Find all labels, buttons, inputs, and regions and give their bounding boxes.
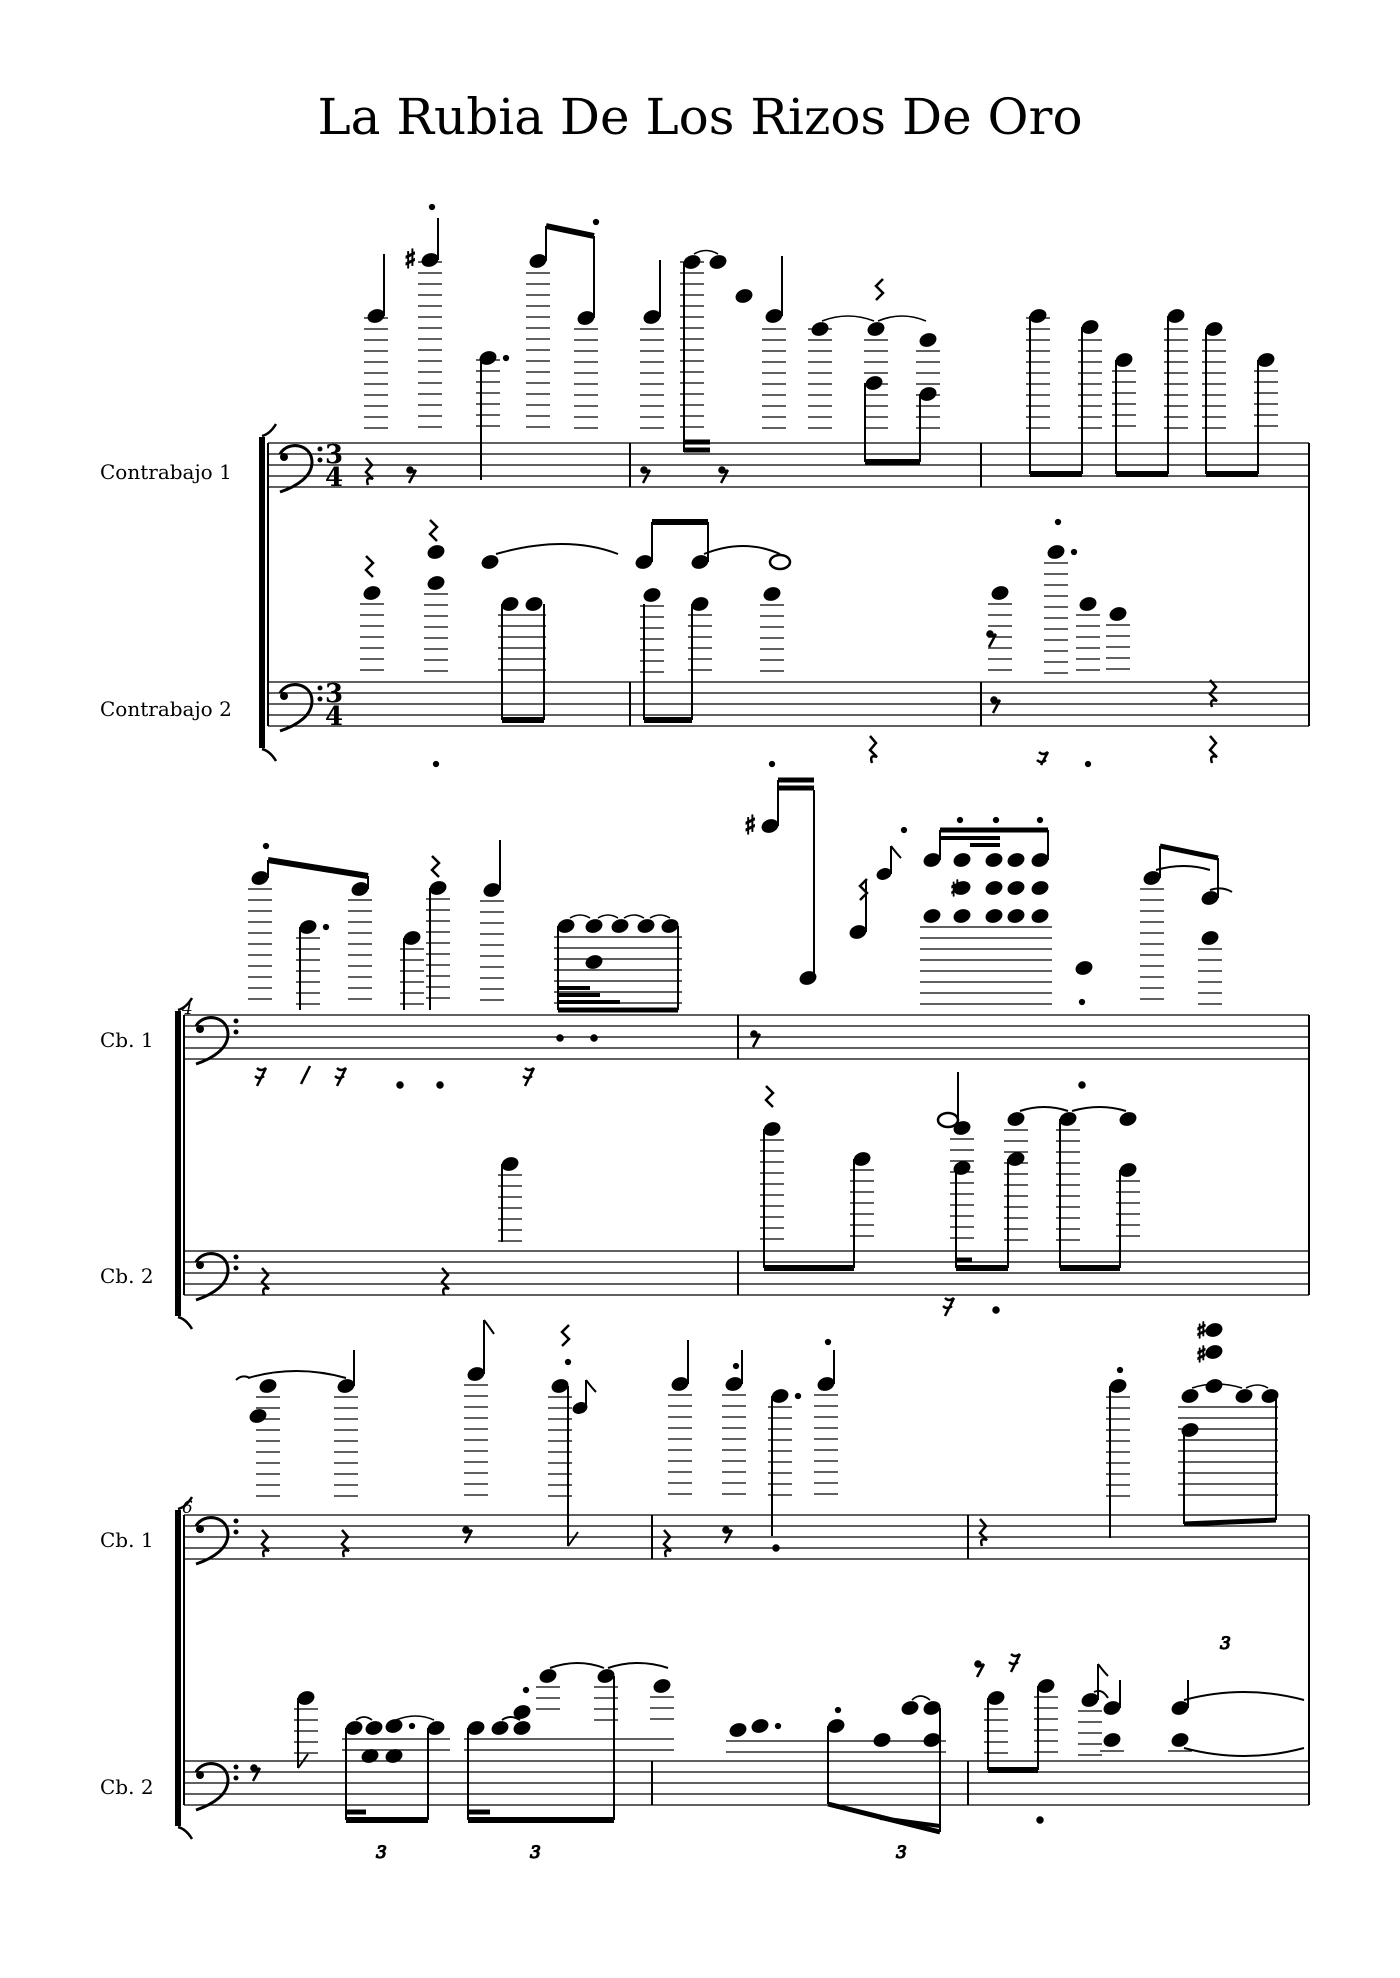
staff-label-1: Contrabajo 1 bbox=[100, 460, 232, 484]
staff-lines bbox=[184, 1015, 1309, 1295]
score-title: La Rubia De Los Rizos De Oro bbox=[317, 88, 1083, 146]
system-1 bbox=[100, 205, 1309, 767]
rests-system-3 bbox=[251, 1519, 1043, 1823]
measure-number-4: 4 bbox=[182, 999, 193, 1019]
staff-label-cb1-b: Cb. 1 bbox=[100, 1528, 154, 1552]
bass-clef-4 bbox=[196, 1254, 239, 1300]
bass-clef-5 bbox=[196, 1518, 239, 1564]
svg-text:♯: ♯ bbox=[744, 811, 757, 841]
bass-clef-3 bbox=[196, 1018, 239, 1064]
rests-staff-1 bbox=[366, 458, 728, 485]
svg-text:♯: ♯ bbox=[950, 877, 961, 902]
bass-clef-2 bbox=[280, 685, 323, 731]
svg-text:♯: ♯ bbox=[404, 245, 417, 275]
notes-staff-1 bbox=[364, 205, 1278, 481]
staff-lines bbox=[268, 443, 1309, 726]
time-signature-2 bbox=[325, 679, 343, 732]
svg-text:4: 4 bbox=[324, 702, 344, 732]
measure-number-6: 6 bbox=[182, 1498, 193, 1518]
time-signature-1 bbox=[325, 440, 343, 493]
barlines bbox=[184, 1015, 1309, 1295]
staff-label-cb1-a: Cb. 1 bbox=[100, 1028, 154, 1052]
bass-clef-6 bbox=[196, 1764, 239, 1810]
bass-clef-1 bbox=[280, 446, 323, 492]
tuplet-3-b: 3 bbox=[530, 1843, 541, 1863]
notes-staff-2 bbox=[360, 520, 1130, 767]
svg-text:♯: ♯ bbox=[1196, 1343, 1207, 1368]
notes-system-2-staff-2 bbox=[498, 1072, 1140, 1268]
notes-system-3-staff-2 bbox=[294, 1634, 1304, 1863]
staff-lines bbox=[184, 1515, 1309, 1805]
notes-system-3-staff-1 bbox=[236, 1319, 1280, 1546]
svg-text:3: 3 bbox=[324, 440, 344, 470]
staff-label-cb2-b: Cb. 2 bbox=[100, 1775, 154, 1799]
system-2 bbox=[100, 780, 1309, 1329]
tuplet-3-a: 3 bbox=[376, 1843, 387, 1863]
staff-label-2: Contrabajo 2 bbox=[100, 697, 232, 721]
barlines bbox=[268, 443, 1309, 726]
svg-text:3: 3 bbox=[324, 679, 344, 709]
system-3 bbox=[100, 1319, 1309, 1863]
rests-staff-2 bbox=[870, 632, 1217, 766]
svg-text:♯: ♯ bbox=[1196, 1319, 1207, 1344]
tuplet-3-d: 3 bbox=[1220, 1634, 1231, 1654]
staff-label-cb2-a: Cb. 2 bbox=[100, 1264, 154, 1288]
tuplet-3-c: 3 bbox=[896, 1843, 907, 1863]
notes-system-2-staff-1 bbox=[248, 780, 1232, 1010]
svg-text:4: 4 bbox=[324, 463, 344, 493]
